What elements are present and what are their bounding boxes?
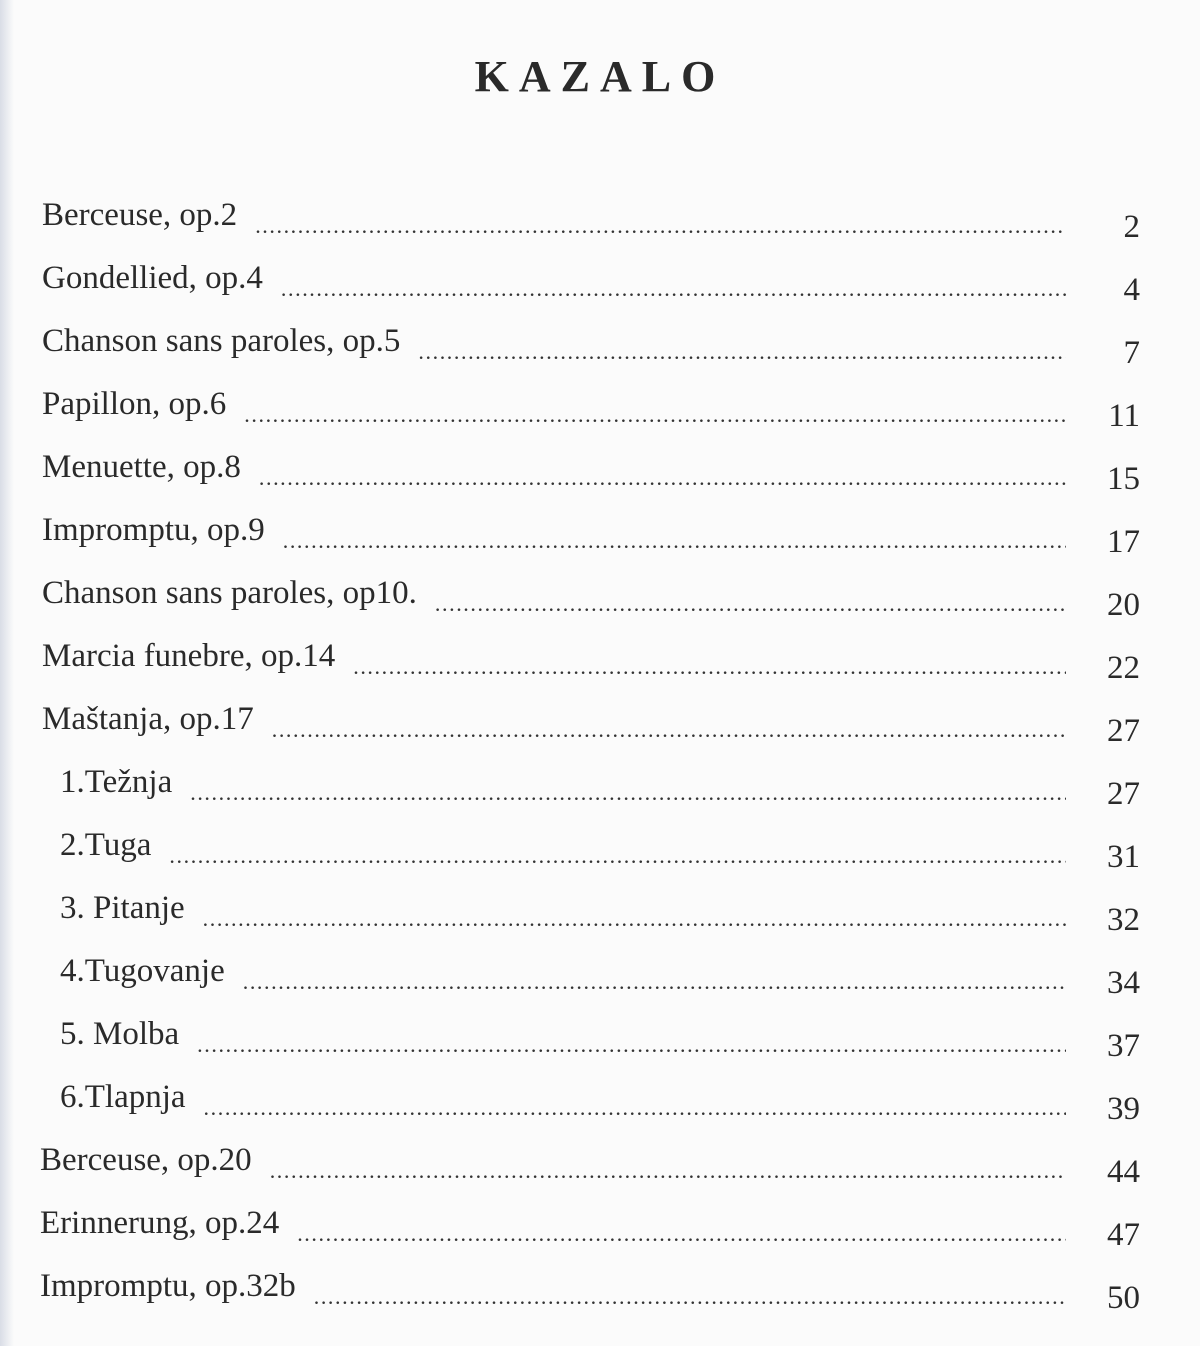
- dot-leader: [259, 453, 1066, 503]
- dot-leader: [203, 894, 1066, 944]
- toc-entry-page: 31: [1107, 839, 1140, 875]
- dot-leader: [243, 957, 1066, 1007]
- toc-entry-page: 32: [1107, 902, 1140, 938]
- toc-entry: [42, 694, 1140, 749]
- toc-entry-page: 2: [1123, 209, 1140, 245]
- toc-entry-page: 22: [1107, 650, 1140, 686]
- toc-entry-title: Berceuse, op.2: [42, 197, 238, 233]
- toc-subentry: [60, 946, 1140, 1001]
- dot-leader: [255, 201, 1066, 251]
- toc-subentry: [60, 757, 1140, 812]
- toc-entry-title: Gondellied, op.4: [42, 260, 263, 296]
- dot-leader: [281, 264, 1066, 314]
- toc-subentry: [60, 1072, 1140, 1127]
- toc-entry-title: 4.Tugovanje: [60, 953, 225, 989]
- toc-entry-page: 44: [1107, 1154, 1140, 1190]
- toc-entry: [40, 1135, 1140, 1190]
- dot-leader: [270, 1146, 1066, 1196]
- dot-leader: [272, 705, 1066, 755]
- toc-entry: [42, 631, 1140, 686]
- toc-entry: [40, 1198, 1140, 1253]
- page-edge-shadow: [0, 0, 14, 1346]
- dot-leader: [244, 390, 1066, 440]
- toc-entry-title: 1.Težnja: [60, 764, 173, 800]
- dot-leader: [283, 516, 1066, 566]
- toc-entry-title: Impromptu, op.32b: [40, 1268, 296, 1304]
- toc-entry: [42, 190, 1140, 245]
- toc-entry-title: Erinnerung, op.24: [40, 1205, 280, 1241]
- toc-entry-title: Berceuse, op.20: [40, 1142, 252, 1178]
- toc-entry-page: 39: [1107, 1091, 1140, 1127]
- dot-leader: [314, 1272, 1066, 1322]
- toc-entry-page: 15: [1107, 461, 1140, 497]
- toc-entry-page: 47: [1107, 1217, 1140, 1253]
- toc-entry-title: Chanson sans paroles, op10.: [42, 575, 417, 611]
- toc-entry: [42, 505, 1140, 560]
- dot-leader: [353, 642, 1066, 692]
- toc-subentry: [60, 883, 1140, 938]
- toc-entry-title: Marcia funebre, op.14: [42, 638, 336, 674]
- toc-entry: [40, 1261, 1140, 1316]
- dot-leader: [435, 579, 1066, 629]
- toc-entry: [42, 442, 1140, 497]
- toc-entry: [42, 379, 1140, 434]
- toc-entry-page: 50: [1107, 1280, 1140, 1316]
- toc-entry-title: 6.Tlapnja: [60, 1079, 186, 1115]
- toc-entry-page: 34: [1107, 965, 1140, 1001]
- toc-entry-title: Chanson sans paroles, op.5: [42, 323, 401, 359]
- toc-entry-title: Menuette, op.8: [42, 449, 241, 485]
- dot-leader: [297, 1209, 1066, 1259]
- toc-entry-page: 11: [1108, 398, 1140, 434]
- toc-entry: [42, 568, 1140, 623]
- toc-entry-page: 7: [1123, 335, 1140, 371]
- toc-entry-page: 27: [1107, 713, 1140, 749]
- toc-entry-title: 3. Pitanje: [60, 890, 185, 926]
- toc-entry: [42, 316, 1140, 371]
- toc-subentry: [60, 820, 1140, 875]
- toc-entry-page: 17: [1107, 524, 1140, 560]
- toc-entry-page: 4: [1123, 272, 1140, 308]
- toc-entry-page: 27: [1107, 776, 1140, 812]
- dot-leader: [418, 327, 1066, 377]
- dot-leader: [204, 1083, 1066, 1133]
- toc-entry-title: Impromptu, op.9: [42, 512, 265, 548]
- toc-entry-title: 5. Molba: [60, 1016, 180, 1052]
- toc-entry-title: 2.Tuga: [60, 827, 152, 863]
- dot-leader: [169, 831, 1066, 881]
- dot-leader: [190, 768, 1066, 818]
- dot-leader: [197, 1020, 1066, 1070]
- toc-entry: [42, 253, 1140, 308]
- toc-entry-title: Papillon, op.6: [42, 386, 227, 422]
- toc-entry-page: 37: [1107, 1028, 1140, 1064]
- toc-subentry: [60, 1009, 1140, 1064]
- toc-entry-title: Maštanja, op.17: [42, 701, 254, 737]
- page-title: KAZALO: [474, 52, 726, 102]
- toc-entry-page: 20: [1107, 587, 1140, 623]
